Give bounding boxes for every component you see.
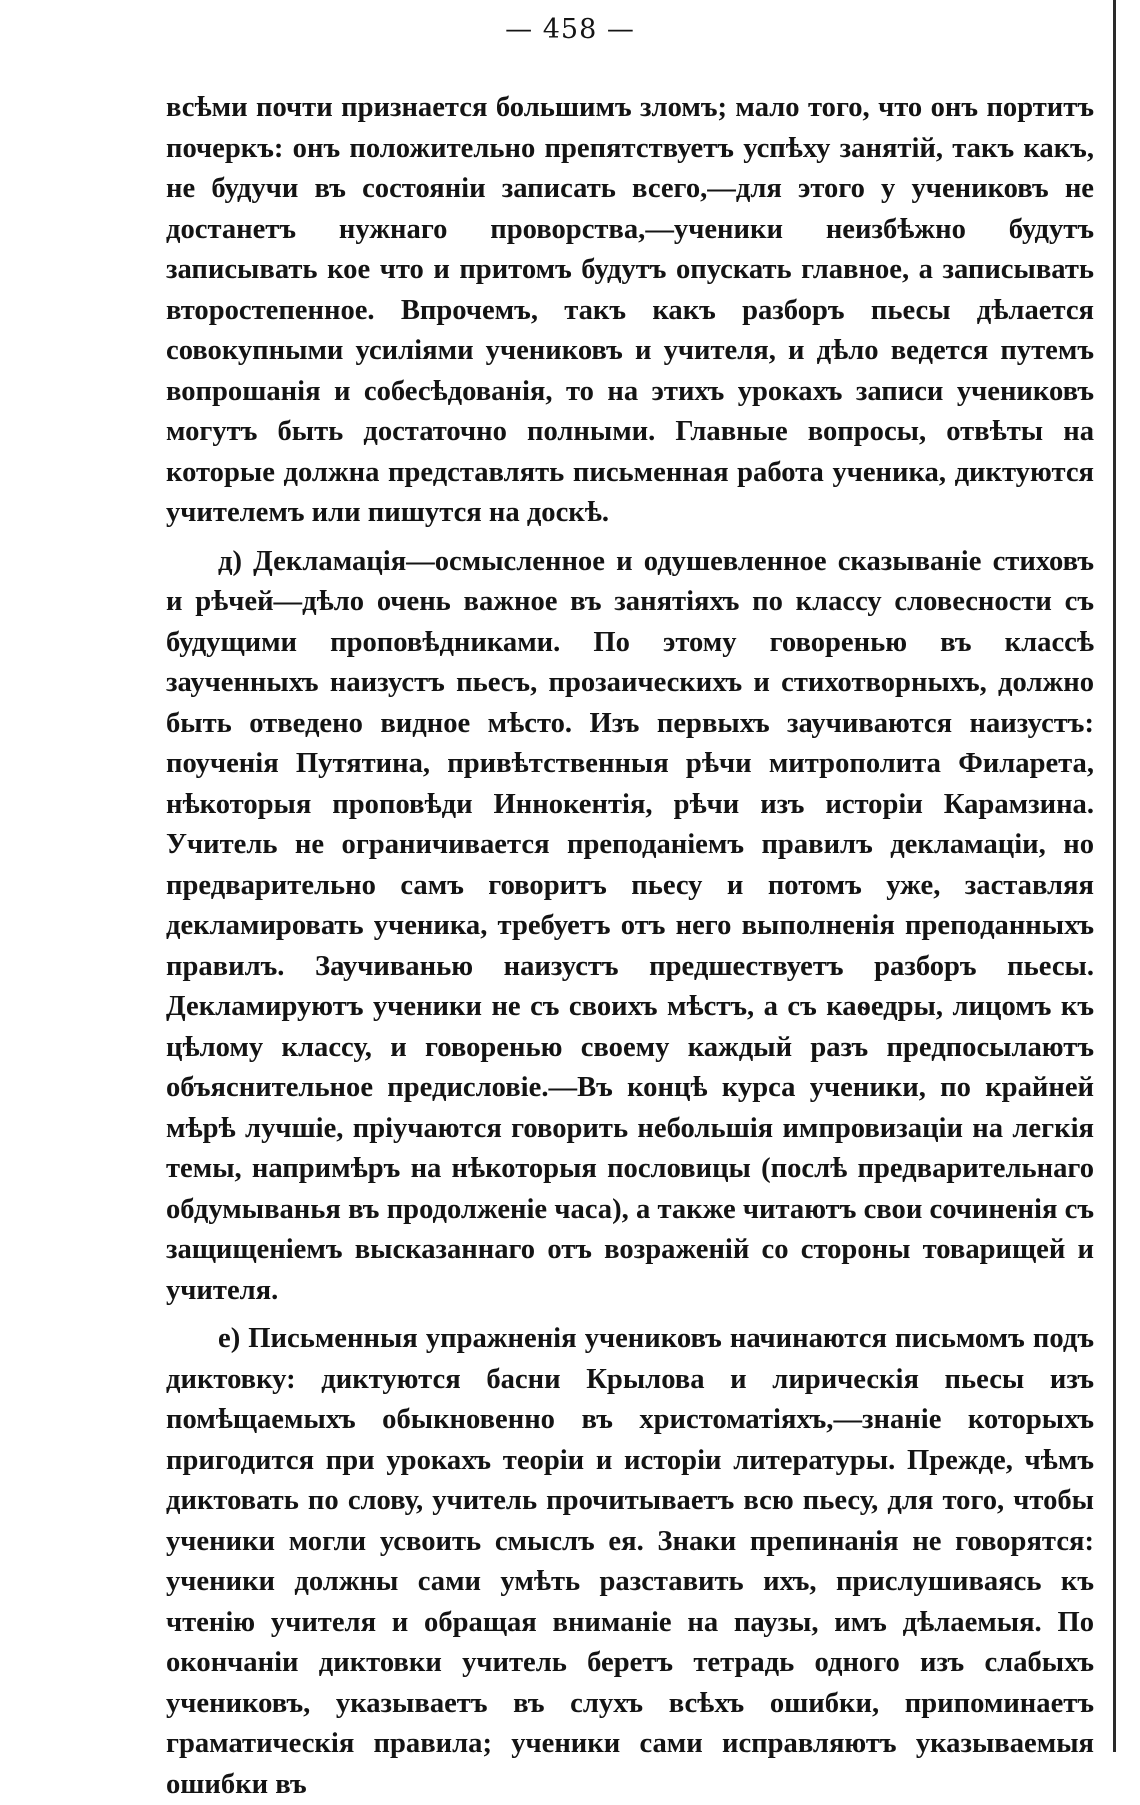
page-edge-line (1113, 0, 1116, 1752)
body-text (166, 88, 1094, 1805)
page-number: — 458 — (505, 14, 635, 45)
paragraph-continuation: всѣми почти признается большимъ зломъ; мало того, что онъ портитъ почеркъ: онъ положительно препятствуетъ успѣху занятій, такъ какъ, не будучи въ состояніи записать всего,—для этого у учениковъ не достанетъ нужнаго проворства,—ученики неизбѣжно будутъ записывать кое что и притомъ будутъ опускать главное, а записывать второстепенное. Впрочемъ, такъ какъ разборъ пьесы дѣлается совокупными усиліями учениковъ и учителя, и дѣло ведется путемъ вопрошанія и собесѣдованія, то на этихъ урокахъ записи учениковъ могутъ быть достаточно полными. Главные вопросы, отвѣты на которые должна представлять письменная работа ученика, диктуются учителемъ или пишутся на доскѣ. (166, 92, 1094, 528)
paragraph-declamation: д) Декламація—осмысленное и одушевленное сказываніе стиховъ и рѣчей—дѣло очень важное въ занятіяхъ по классу словесности съ будущими проповѣдниками. По этому говоренью въ классѣ заученныхъ наизустъ пьесъ, прозаическихъ и стихотворныхъ, должно быть отведено видное мѣсто. Изъ первыхъ заучиваются наизустъ: поученія Путятина, привѣтственныя рѣчи митрополита Филарета, нѣкоторыя проповѣди Иннокентія, рѣчи изъ исторіи Карамзина. Учитель не ограничивается преподаніемъ правилъ декламаціи, но предварительно самъ говоритъ пьесу и потомъ уже, заставляя декламировать ученика, требуетъ отъ него выполненія преподанныхъ правилъ. Заучиванью наизустъ предшествуетъ разборъ пьесы. Декламируютъ ученики не съ своихъ мѣстъ, а съ каѳедры, лицомъ къ цѣлому классу, и говоренью своему каждый разъ предпосылаютъ объяснительное предисловіе.—Въ концѣ курса ученики, по крайней мѣрѣ лучшіе, пріучаются говорить небольшія импровизаціи на легкія темы, напримѣръ на нѣкоторыя пословицы (послѣ предварительнаго обдумыванья въ продолженіе часа), а также читаютъ свои сочиненія съ защищеніемъ высказаннаго отъ возраженій со стороны товарищей и учителя. (166, 545, 1094, 1306)
paragraph-written-exercises: е) Письменныя упражненія учениковъ начинаются письмомъ подъ диктовку: диктуются басни Крылова и лирическія пьесы изъ помѣщаемыхъ обыкновенно въ христоматіяхъ,—знаніе которыхъ пригодится при урокахъ теоріи и исторіи литературы. Прежде, чѣмъ диктовать по слову, учитель прочитываетъ всю пьесу, для того, чтобы ученики могли усвоить смыслъ ея. Знаки препинанія не говорятся: ученики должны сами умѣть разставить ихъ, прислушиваясь къ чтенію учителя и обращая вниманіе на паузы, имъ дѣлаемыя. По окончаніи диктовки учитель беретъ тетрадь одного изъ слабыхъ учениковъ, указываетъ въ слухъ всѣхъ ошибки, припоминаетъ граматическія правила; ученики сами исправляютъ указываемыя ошибки въ (166, 1323, 1094, 1800)
